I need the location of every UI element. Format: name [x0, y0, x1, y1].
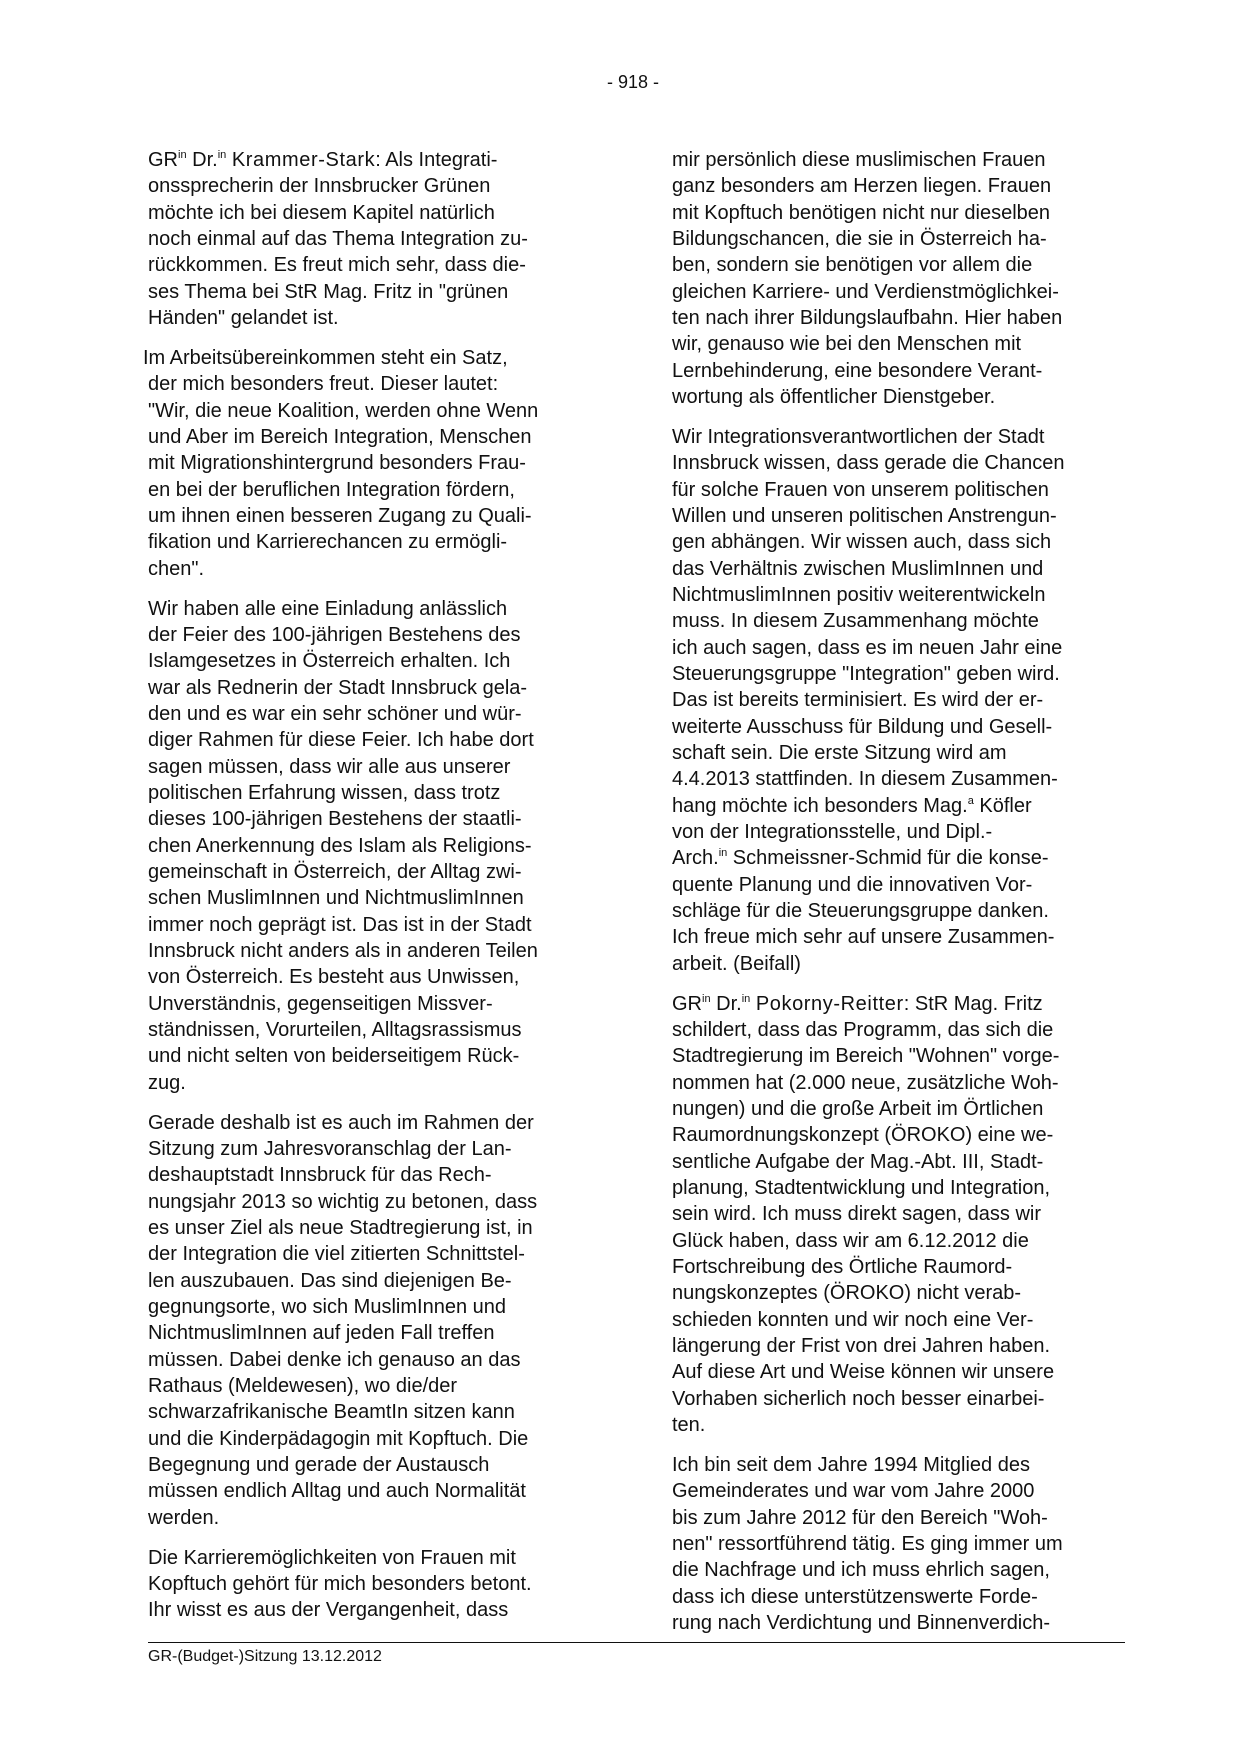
text-segment: GR — [148, 149, 178, 171]
text-line: chen Anerkennung des Islam als Religions- — [148, 834, 532, 857]
text-segment: Arch. — [672, 847, 719, 870]
text-line: um ihnen einen besseren Zugang zu Quali- — [148, 504, 532, 527]
footer-session-label: GR-(Budget-)Sitzung 13.12.2012 — [148, 1648, 382, 1665]
text-segment: Schmeissner-Schmid für die konse- — [727, 847, 1049, 870]
superscript: in — [178, 149, 187, 161]
paragraph — [143, 345, 618, 582]
text-line: gemeinschaft in Österreich, der Alltag zwi- — [148, 860, 522, 883]
text-line: Raumordnungskonzept (ÖROKO) eine we- — [672, 1124, 1054, 1147]
text-line: Vorhaben sicherlich noch besser einarbei- — [672, 1387, 1045, 1410]
text-line: rung nach Verdichtung und Binnenverdich- — [672, 1612, 1051, 1635]
text-line: Ich bin seit dem Jahre 1994 Mitglied des — [672, 1454, 1030, 1476]
text-line: die Nachfrage und ich muss ehrlich sagen, — [672, 1559, 1050, 1582]
text-segment: Köfler — [973, 794, 1032, 817]
text-line — [672, 793, 1142, 819]
text-line: längerung der Frist von drei Jahren haben. — [672, 1335, 1051, 1358]
text-line: gen abhängen. Wir wissen auch, dass sich — [672, 531, 1052, 554]
text-line: Kopftuch gehört für mich besonders betont. — [148, 1572, 532, 1595]
paragraph — [672, 1452, 1142, 1636]
text-line: werden. — [148, 1506, 220, 1529]
right-column — [672, 147, 1142, 1650]
text-line — [672, 845, 1142, 871]
speaker-name: Pokorny-Reitter — [755, 992, 904, 1015]
text-line: schwarzafrikanische BeamtIn sitzen kann — [148, 1401, 515, 1424]
text-line: Rathaus (Meldewesen), wo die/der — [148, 1374, 458, 1397]
text-line: quente Planung und die innovativen Vor- — [672, 873, 1033, 896]
text-segment: hang möchte ich besonders Mag. — [672, 794, 968, 817]
text-line: len auszubauen. Das sind diejenigen Be- — [148, 1269, 512, 1292]
text-line: Wir haben alle eine Einladung anlässlich — [148, 597, 508, 620]
text-line: nungen) und die große Arbeit im Örtlichen — [672, 1098, 1044, 1121]
text-line — [148, 147, 618, 173]
text-line: Ich freue mich sehr auf unsere Zusammen- — [672, 926, 1055, 949]
text-line: das Verhältnis zwischen MuslimInnen und — [672, 557, 1044, 580]
text-line: NichtmuslimInnen auf jeden Fall treffen — [148, 1322, 495, 1345]
text-line: chen". — [148, 557, 205, 580]
superscript: in — [741, 992, 751, 1005]
text-line: noch einmal auf das Thema Integration zu- — [148, 228, 528, 251]
text-line: Steuerungsgruppe "Integration" geben wird. — [672, 663, 1060, 686]
page-number: - 918 - — [606, 72, 660, 92]
superscript: in — [702, 992, 711, 1005]
text-line: Lernbehinderung, eine besondere Verant- — [672, 359, 1043, 382]
text-segment: Dr. — [710, 992, 742, 1015]
text-line: muss. In diesem Zusammenhang möchte — [672, 610, 1039, 633]
text-line: und die Kinderpädagogin mit Kopftuch. Die — [148, 1427, 529, 1450]
paragraph — [148, 596, 618, 1097]
paragraph — [148, 1545, 618, 1624]
text-line: ich auch sagen, dass es im neuen Jahr eine — [672, 636, 1063, 659]
text-segment: : StR Mag. Fritz — [903, 992, 1043, 1015]
text-line: Stadtregierung im Bereich "Wohnen" vorge- — [672, 1045, 1060, 1068]
text-line: war als Rednerin der Stadt Innsbruck gela- — [148, 676, 528, 699]
text-line: müssen. Dabei denke ich genauso an das — [148, 1348, 521, 1371]
superscript: in — [217, 149, 227, 161]
text-line: onssprecherin der Innsbrucker Grünen — [148, 175, 491, 198]
superscript: in — [718, 847, 728, 860]
text-line: sein wird. Ich muss direkt sagen, dass wir — [672, 1203, 1042, 1226]
text-line: Sitzung zum Jahresvoranschlag der Lan- — [148, 1137, 512, 1160]
text-line: mit Migrationshintergrund besonders Frau- — [148, 452, 526, 475]
text-line: immer noch geprägt ist. Das ist in der Stadt — [148, 913, 532, 936]
text-line: arbeit. (Beifall) — [672, 952, 801, 975]
text-line: weiterte Ausschuss für Bildung und Gesell- — [672, 715, 1053, 738]
text-line: den und es war ein sehr schöner und wür- — [148, 702, 522, 725]
text-line: gegnungsorte, wo sich MuslimInnen und — [148, 1295, 506, 1318]
text-line: Auf diese Art und Weise können wir unsere — [672, 1361, 1055, 1384]
text-line: Gemeinderates und war vom Jahre 2000 — [672, 1480, 1035, 1503]
text-line: zug. — [148, 1071, 186, 1094]
text-line: planung, Stadtentwicklung und Integration, — [672, 1177, 1051, 1200]
text-line: wir, genauso wie bei den Menschen mit — [672, 333, 1022, 356]
text-line: schen MuslimInnen und NichtmuslimInnen — [148, 887, 524, 910]
text-line — [672, 991, 1142, 1017]
text-line: Händen" gelandet ist. — [148, 307, 339, 330]
text-line: der Feier des 100-jährigen Bestehens des — [148, 623, 521, 646]
text-line: von der Integrationsstelle, und Dipl.- — [672, 821, 993, 844]
text-line: mit Kopftuch benötigen nicht nur dieselben — [672, 201, 1051, 224]
text-line: Bildungschancen, die sie in Österreich ha- — [672, 228, 1047, 251]
text-segment: : Als Integrati- — [375, 149, 498, 171]
text-line: für solche Frauen von unserem politischen — [672, 478, 1049, 501]
text-line: und Aber im Bereich Integration, Menschen — [148, 425, 532, 448]
text-line: fikation und Karrierechancen zu ermögli- — [148, 531, 508, 554]
text-line: gleichen Karriere- und Verdienstmöglichkei- — [672, 280, 1059, 303]
text-line: rückkommen. Es freut mich sehr, dass die- — [148, 254, 526, 277]
text-line: mir persönlich diese muslimischen Frauen — [672, 149, 1046, 171]
text-line: ten. — [672, 1414, 706, 1437]
text-line: 4.4.2013 stattfinden. In diesem Zusammen- — [672, 768, 1058, 791]
paragraph — [672, 147, 1142, 410]
text-line: von Österreich. Es besteht aus Unwissen, — [148, 966, 520, 989]
text-line: Wir Integrationsverantwortlichen der Stadt — [672, 425, 1045, 448]
left-column — [143, 147, 618, 1637]
text-line: sentliche Aufgabe der Mag.-Abt. III, Stadt- — [672, 1150, 1044, 1173]
text-line: Gerade deshalb ist es auch im Rahmen der — [148, 1111, 534, 1134]
text-line: Die Karrieremöglichkeiten von Frauen mit — [148, 1546, 516, 1569]
text-line: politischen Erfahrung wissen, dass trotz — [148, 781, 501, 804]
paragraph — [672, 424, 1142, 977]
text-line: wortung als öffentlicher Dienstgeber. — [672, 386, 996, 409]
text-line: Unverständnis, gegenseitigen Missver- — [148, 992, 493, 1015]
superscript: a — [967, 794, 974, 807]
text-line: diger Rahmen für diese Feier. Ich habe dort — [148, 729, 534, 752]
paragraph — [148, 1110, 618, 1532]
speaker-name: Krammer-Stark — [231, 149, 376, 171]
text-line: ben, sondern sie benötigen vor allem die — [672, 254, 1033, 277]
text-segment: GR — [672, 992, 702, 1015]
paragraph — [672, 991, 1142, 1439]
text-line: dieses 100-jährigen Bestehens der staatli- — [148, 808, 522, 831]
text-line: möchte ich bei diesem Kapitel natürlich — [148, 201, 495, 224]
text-line: Innsbruck nicht anders als in anderen Teilen — [148, 939, 538, 962]
text-line: Glück haben, dass wir am 6.12.2012 die — [672, 1229, 1029, 1252]
footer-divider — [148, 1642, 1125, 1643]
text-line: Das ist bereits terminisiert. Es wird der er- — [672, 689, 1044, 712]
text-line: schildert, dass das Programm, das sich die — [672, 1019, 1054, 1041]
text-line: Willen und unseren politischen Anstrengun- — [672, 504, 1057, 527]
text-line: nen" ressortführend tätig. Es ging immer um — [672, 1533, 1063, 1556]
text-line: Im Arbeitsübereinkommen steht ein Satz, — [143, 346, 508, 369]
text-line: "Wir, die neue Koalition, werden ohne Wenn — [148, 399, 539, 422]
text-line: und nicht selten von beiderseitigem Rück- — [148, 1045, 520, 1068]
text-line: schieden konnten und wir noch eine Ver- — [672, 1308, 1034, 1331]
text-line: bis zum Jahre 2012 für den Bereich "Woh- — [672, 1506, 1048, 1529]
text-line: der mich besonders freut. Dieser lautet: — [148, 373, 499, 396]
text-line: dass ich diese unterstützenswerte Forde- — [672, 1585, 1038, 1608]
text-line: Ihr wisst es aus der Vergangenheit, dass — [148, 1599, 509, 1622]
text-line: ten nach ihrer Bildungslaufbahn. Hier haben — [672, 307, 1063, 330]
text-line: nungskonzeptes (ÖROKO) nicht verab- — [672, 1282, 1022, 1305]
text-line: ganz besonders am Herzen liegen. Frauen — [672, 175, 1052, 198]
text-line: Begegnung und gerade der Austausch — [148, 1454, 490, 1476]
text-line: ses Thema bei StR Mag. Fritz in "grünen — [148, 280, 509, 303]
text-line: ständnissen, Vorurteilen, Alltagsrassismus — [148, 1019, 522, 1041]
text-line: Islamgesetzes in Österreich erhalten. Ich — [148, 650, 511, 673]
text-line: müssen endlich Alltag und auch Normalität — [148, 1480, 526, 1503]
text-line: en bei der beruflichen Integration fördern, — [148, 478, 515, 501]
text-line: schläge für die Steuerungsgruppe danken. — [672, 900, 1049, 923]
text-line: sagen müssen, dass wir alle aus unserer — [148, 755, 511, 778]
text-line: nommen hat (2.000 neue, zusätzliche Woh- — [672, 1071, 1059, 1094]
text-line: der Integration die viel zitierten Schnittstel- — [148, 1243, 525, 1266]
text-line: Innsbruck wissen, dass gerade die Chancen — [672, 452, 1065, 475]
text-line: schaft sein. Die erste Sitzung wird am — [672, 742, 1007, 765]
text-line: nungsjahr 2013 so wichtig zu betonen, dass — [148, 1190, 538, 1213]
text-line: Fortschreibung des Örtliche Raumord- — [672, 1256, 1013, 1279]
paragraph — [148, 147, 618, 331]
text-line: deshauptstadt Innsbruck für das Rech- — [148, 1164, 492, 1187]
text-segment: Dr. — [186, 149, 218, 171]
text-line: es unser Ziel als neue Stadtregierung ist, in — [148, 1216, 533, 1239]
text-line: NichtmuslimInnen positiv weiterentwickeln — [672, 584, 1046, 606]
